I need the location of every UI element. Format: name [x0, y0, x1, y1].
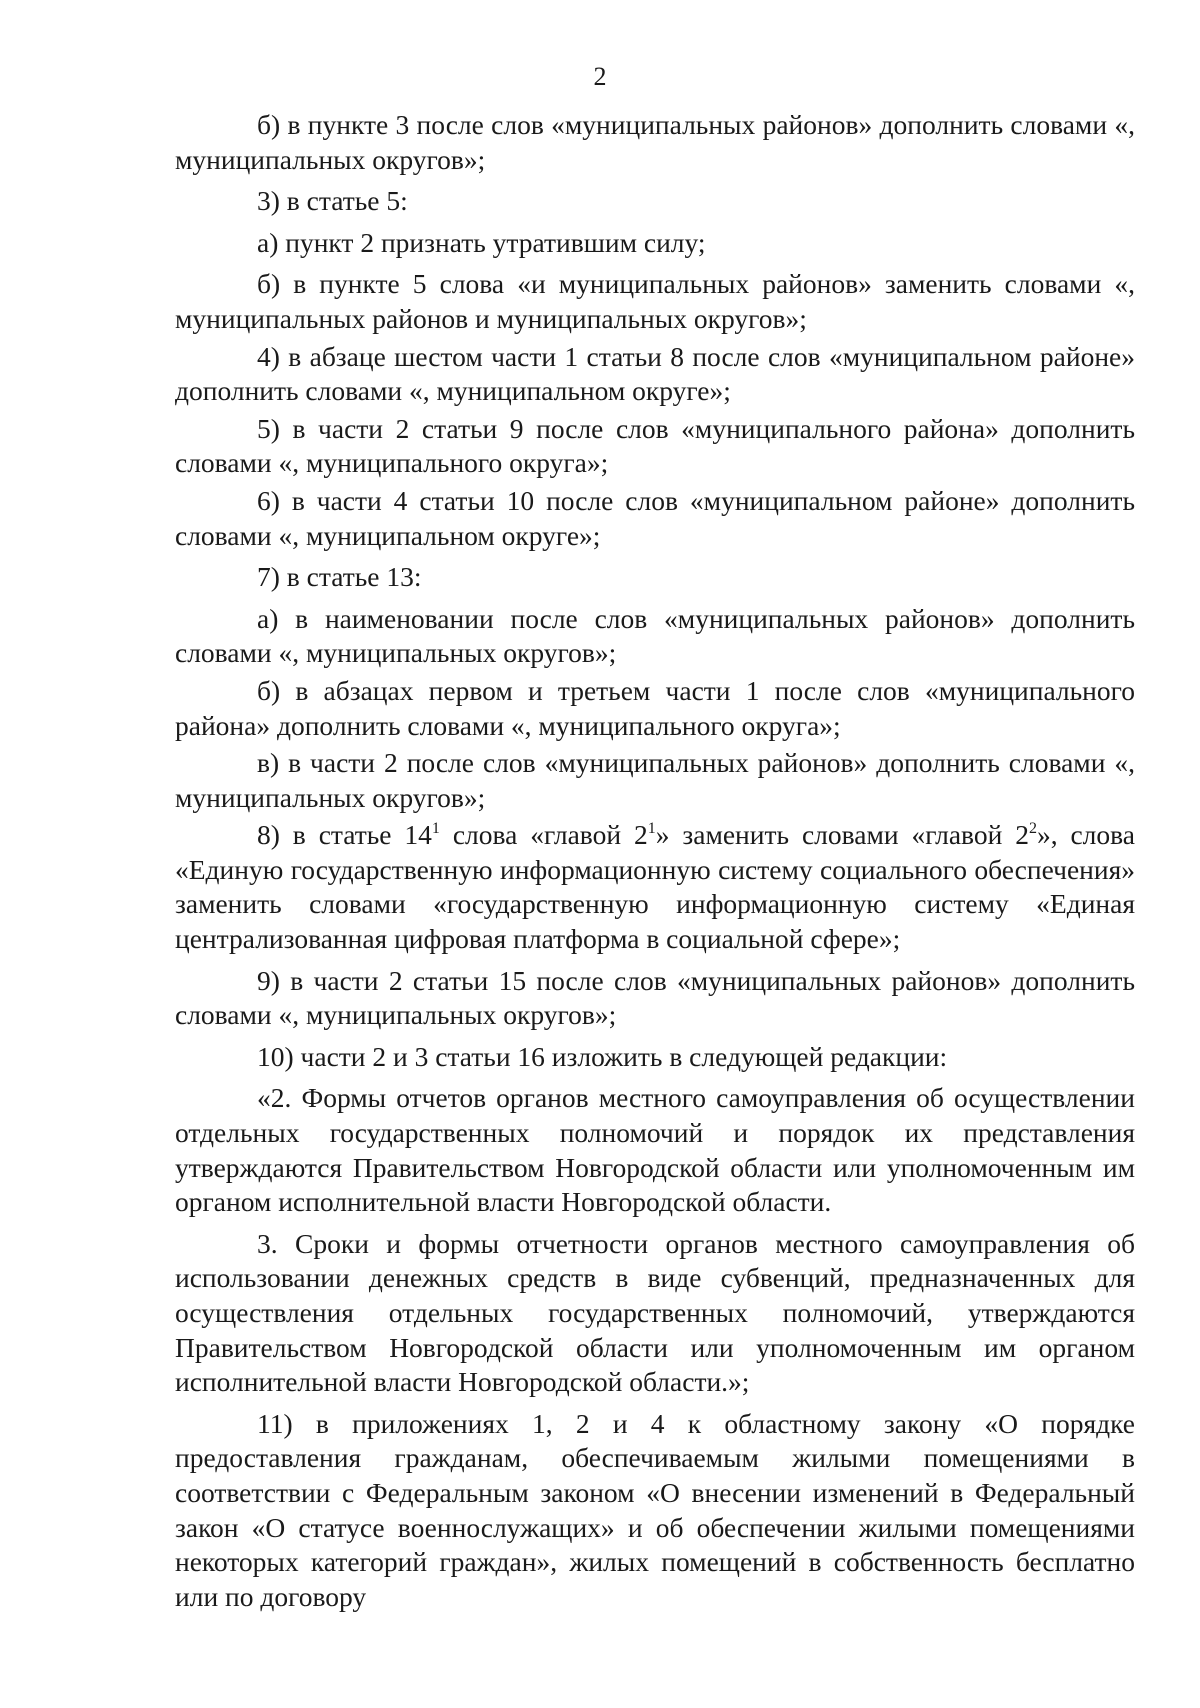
- paragraph-3b: б) в пункте 5 слова «и муниципальных районов» заменить словами «, муниципальных районов и муниципальных округов»;: [175, 268, 1135, 334]
- paragraph-3: 3) в статье 5:: [257, 185, 408, 217]
- paragraph-11: 11) в приложениях 1, 2 и 4 к областному закону «О порядке предоставления гражданам, обеспечиваемым жилыми помещениями в соответствии с Федеральным законом «О внесении изменений в Федеральный закон «О статусе военнослужащих» и об обеспечении жилыми помещениями некоторых категорий граждан», жилых помещений в собственность бесплатно или по договору: [175, 1407, 1135, 1612]
- paragraph-10: 10) части 2 и 3 статьи 16 изложить в следующей редакции:: [257, 1040, 948, 1072]
- paragraph-7: 7) в статье 13:: [257, 561, 422, 593]
- paragraph-4: 4) в абзаце шестом части 1 статьи 8 после слов «муниципальном районе» дополнить словами «, муниципальном округе»;: [175, 340, 1135, 407]
- paragraph-quote-2: «2. Формы отчетов органов местного самоуправления об осуществлении отдельных государственных полномочий и порядок их представления утверждаются Правительством Новгородской области или уполномоченным им органом исполнительной власти Новгородской области.: [175, 1082, 1135, 1218]
- paragraph-3a: а) пункт 2 признать утратившим силу;: [257, 226, 706, 258]
- paragraph-8: [175, 818, 1135, 956]
- paragraph-6: 6) в части 4 статьи 10 после слов «муниципальном районе» дополнить словами «, муниципальном округе»;: [175, 484, 1135, 551]
- paragraph-7a: а) в наименовании после слов «муниципальных районов» дополнить словами «, муниципальных округов»;: [175, 602, 1135, 669]
- paragraph-7v: в) в части 2 после слов «муниципальных районов» дополнить словами «, муниципальных округов»;: [175, 747, 1135, 813]
- item8-sup3: 2: [1028, 820, 1037, 838]
- paragraph-5: 5) в части 2 статьи 9 после слов «муниципального района» дополнить словами «, муниципального округа»;: [175, 412, 1135, 479]
- document-body: [175, 108, 1135, 1614]
- item8-sup2: 1: [647, 820, 656, 838]
- paragraph-1b: б) в пункте 3 после слов «муниципальных районов» дополнить словами «, муниципальных округов»;: [175, 109, 1135, 175]
- item8-part3: » заменить словами «главой 2: [655, 819, 1029, 851]
- item8-part4: », слова «Единую государственную информационную систему социального обеспечения» заменить словами «государственную информационную систему «Единая централизованная цифровая платформа в социальной сфере»;: [175, 819, 1135, 955]
- item8-part1: 8) в статье 14: [257, 819, 432, 851]
- paragraph-quote-3: 3. Сроки и формы отчетности органов местного самоуправления об использовании денежных средств в виде субвенций, предназначенных для осуществления отдельных государственных полномочий, утверждаются Правительством Новгородской области или уполномоченным им органом исполнительной власти Новгородской области.»;: [175, 1227, 1135, 1398]
- paragraph-9: 9) в части 2 статьи 15 после слов «муниципальных районов» дополнить словами «, муниципальных округов»;: [175, 964, 1135, 1031]
- item8-sup1: 1: [431, 820, 440, 838]
- paragraph-7b: б) в абзацах первом и третьем части 1 после слов «муниципального района» дополнить словами «, муниципального округа»;: [175, 674, 1135, 741]
- item8-part2: слова «главой 2: [439, 819, 648, 851]
- page-number: 2: [593, 62, 607, 91]
